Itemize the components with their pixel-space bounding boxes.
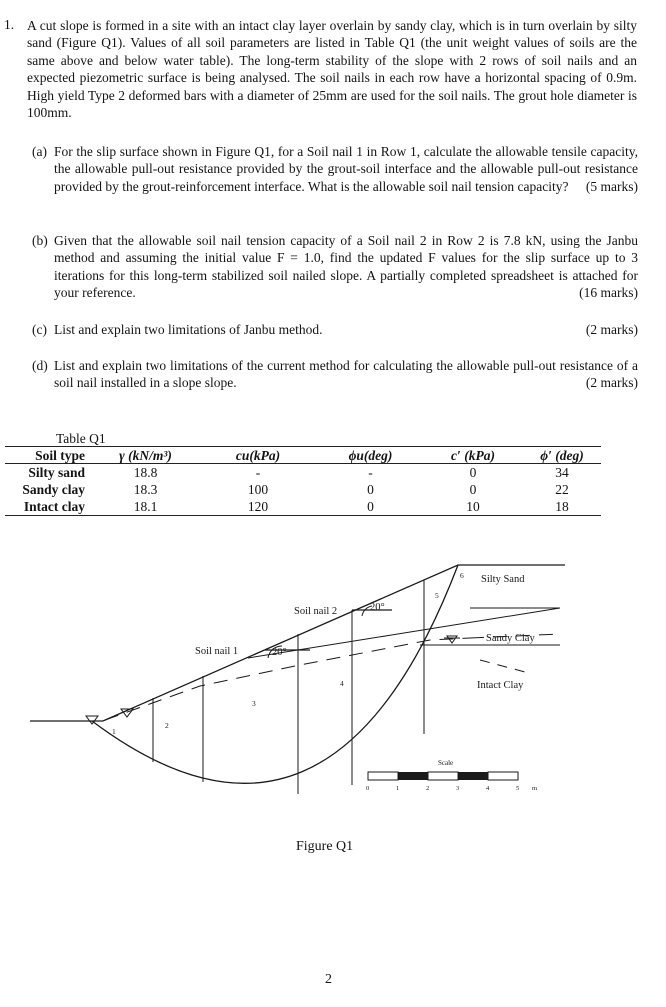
table-header: cu(kPa) xyxy=(198,447,318,464)
table-cell: 0 xyxy=(469,482,477,497)
part-d-marks: (2 marks) xyxy=(585,375,638,391)
scale-tick: 2 xyxy=(426,785,430,792)
part-a-marks: (5 marks) xyxy=(585,178,638,194)
table-caption: Table Q1 xyxy=(56,431,106,446)
part-a xyxy=(32,143,638,195)
table-cell: 34 xyxy=(555,465,569,480)
part-a-label: (a) xyxy=(32,144,47,159)
part-b-label: (b) xyxy=(32,233,48,248)
soil-nail-1-label: Soil nail 1 xyxy=(195,646,239,657)
table-cell: 18.3 xyxy=(133,482,158,497)
table-cell: 0 xyxy=(367,482,374,497)
part-c xyxy=(32,321,638,338)
part-c-text: List and explain two limitations of Janbu method. (2 marks) xyxy=(54,322,638,338)
slice-number: 4 xyxy=(340,679,344,688)
slice-number: 5 xyxy=(435,591,439,600)
table-cell: 18.1 xyxy=(93,498,198,516)
silty-sand-label: Silty Sand xyxy=(481,574,525,585)
scale-tick: 0 xyxy=(366,785,370,792)
soil-parameter-table xyxy=(5,446,601,516)
table-header: ϕu(deg) xyxy=(318,447,423,464)
table-cell: Silty sand xyxy=(28,465,85,480)
slip-surface-curve xyxy=(92,565,458,783)
sandy-clay-label: Sandy Clay xyxy=(486,633,535,644)
intact-clay-label: Intact Clay xyxy=(477,680,524,691)
question-intro: A cut slope is formed in a site with an intact clay layer overlain by sandy clay, which is in turn overlain by silty sand (Figure Q1). Values of all soil parameters are listed in Table Q1 (the unit weight values of soils are the same above and below water table). The long-term stability of the slope with 2 rows of soil nails and an expected piezometric surface is being analysed. The soil nails in each row have a horizontal spacing of 0.9m. High yield Type 2 deformed bars with a diameter of 25mm are used for the soil nails. The grout hole diameter is 100mm. xyxy=(27,18,637,121)
piezometric-lower xyxy=(480,660,525,672)
scale-tick: 3 xyxy=(456,785,460,792)
table-cell: 100 xyxy=(247,482,269,497)
slice-number: 1 xyxy=(112,727,116,736)
slice-number: 2 xyxy=(165,721,169,730)
table-cell: Intact clay xyxy=(5,498,93,516)
scale-title: Scale xyxy=(438,759,454,767)
table-header: ϕ′ (deg) xyxy=(523,447,601,464)
scale-tick: 5 xyxy=(516,785,520,792)
table-cell: Sandy clay xyxy=(22,482,85,497)
table-header: γ (kN/m³) xyxy=(93,447,198,464)
question-number: 1. xyxy=(4,17,15,32)
part-b xyxy=(32,232,638,302)
part-d-label: (d) xyxy=(32,358,48,373)
table-row xyxy=(5,464,601,482)
scale-tick: 1 xyxy=(396,785,400,792)
part-a-text: For the slip surface shown in Figure Q1, for a Soil nail 1 in Row 1, calculate the allowable tensile capacity, the allowable pull-out resistance provided by the grout-soil interface and the allowable pull-out resistance provided by the grout-reinforcement interface. What is the allowable soil nail tension capacity? (5 marks) xyxy=(54,144,638,194)
table-header: Soil type xyxy=(5,447,93,464)
table-cell: - xyxy=(255,465,261,480)
part-b-text: Given that the allowable soil nail tension capacity of a Soil nail 2 in Row 2 is 7.8 kN, using the Janbu method and assuming the initial value F = 1.0, find the updated F values for the slip surface up to 3 iterations for this long-term stabilized soil nailed slope. A partially completed spreadsheet is attached for your reference. (16 marks) xyxy=(54,233,638,301)
part-c-marks: (2 marks) xyxy=(585,322,638,338)
table-cell: 0 xyxy=(469,465,477,480)
table-cell: 10 xyxy=(423,498,523,516)
scale-tick: 4 xyxy=(486,785,490,792)
slice-number: 6 xyxy=(460,571,464,580)
nail-2-angle-label: 20° xyxy=(370,602,385,613)
table-cell: 18.8 xyxy=(133,465,158,480)
nail-1-angle-label: 20° xyxy=(272,647,287,658)
table-header-row xyxy=(5,447,601,464)
part-c-label: (c) xyxy=(32,322,47,337)
slice-number: 3 xyxy=(252,699,256,708)
table-cell: - xyxy=(368,465,373,480)
table-header: c′ (kPa) xyxy=(423,447,523,464)
slope-figure xyxy=(0,550,666,810)
scale-unit: m xyxy=(532,785,538,792)
table-cell: 18 xyxy=(523,498,601,516)
page-number: 2 xyxy=(325,972,332,987)
table-cell: 22 xyxy=(555,482,569,497)
table-row xyxy=(5,481,601,498)
table-row xyxy=(5,498,601,516)
part-b-marks: (16 marks) xyxy=(579,285,638,301)
piezometric-surface xyxy=(105,634,560,720)
part-d-text: List and explain two limitations of the current method for calculating the allowable pull-out resistance of a soil nail installed in a slope slope. (2 marks) xyxy=(54,358,638,391)
soil-nail-2-label: Soil nail 2 xyxy=(294,606,338,617)
figure-caption: Figure Q1 xyxy=(296,839,354,854)
table-cell: 120 xyxy=(198,498,318,516)
scale-bar xyxy=(366,759,537,792)
table-cell: 0 xyxy=(318,498,423,516)
part-d xyxy=(32,357,638,392)
